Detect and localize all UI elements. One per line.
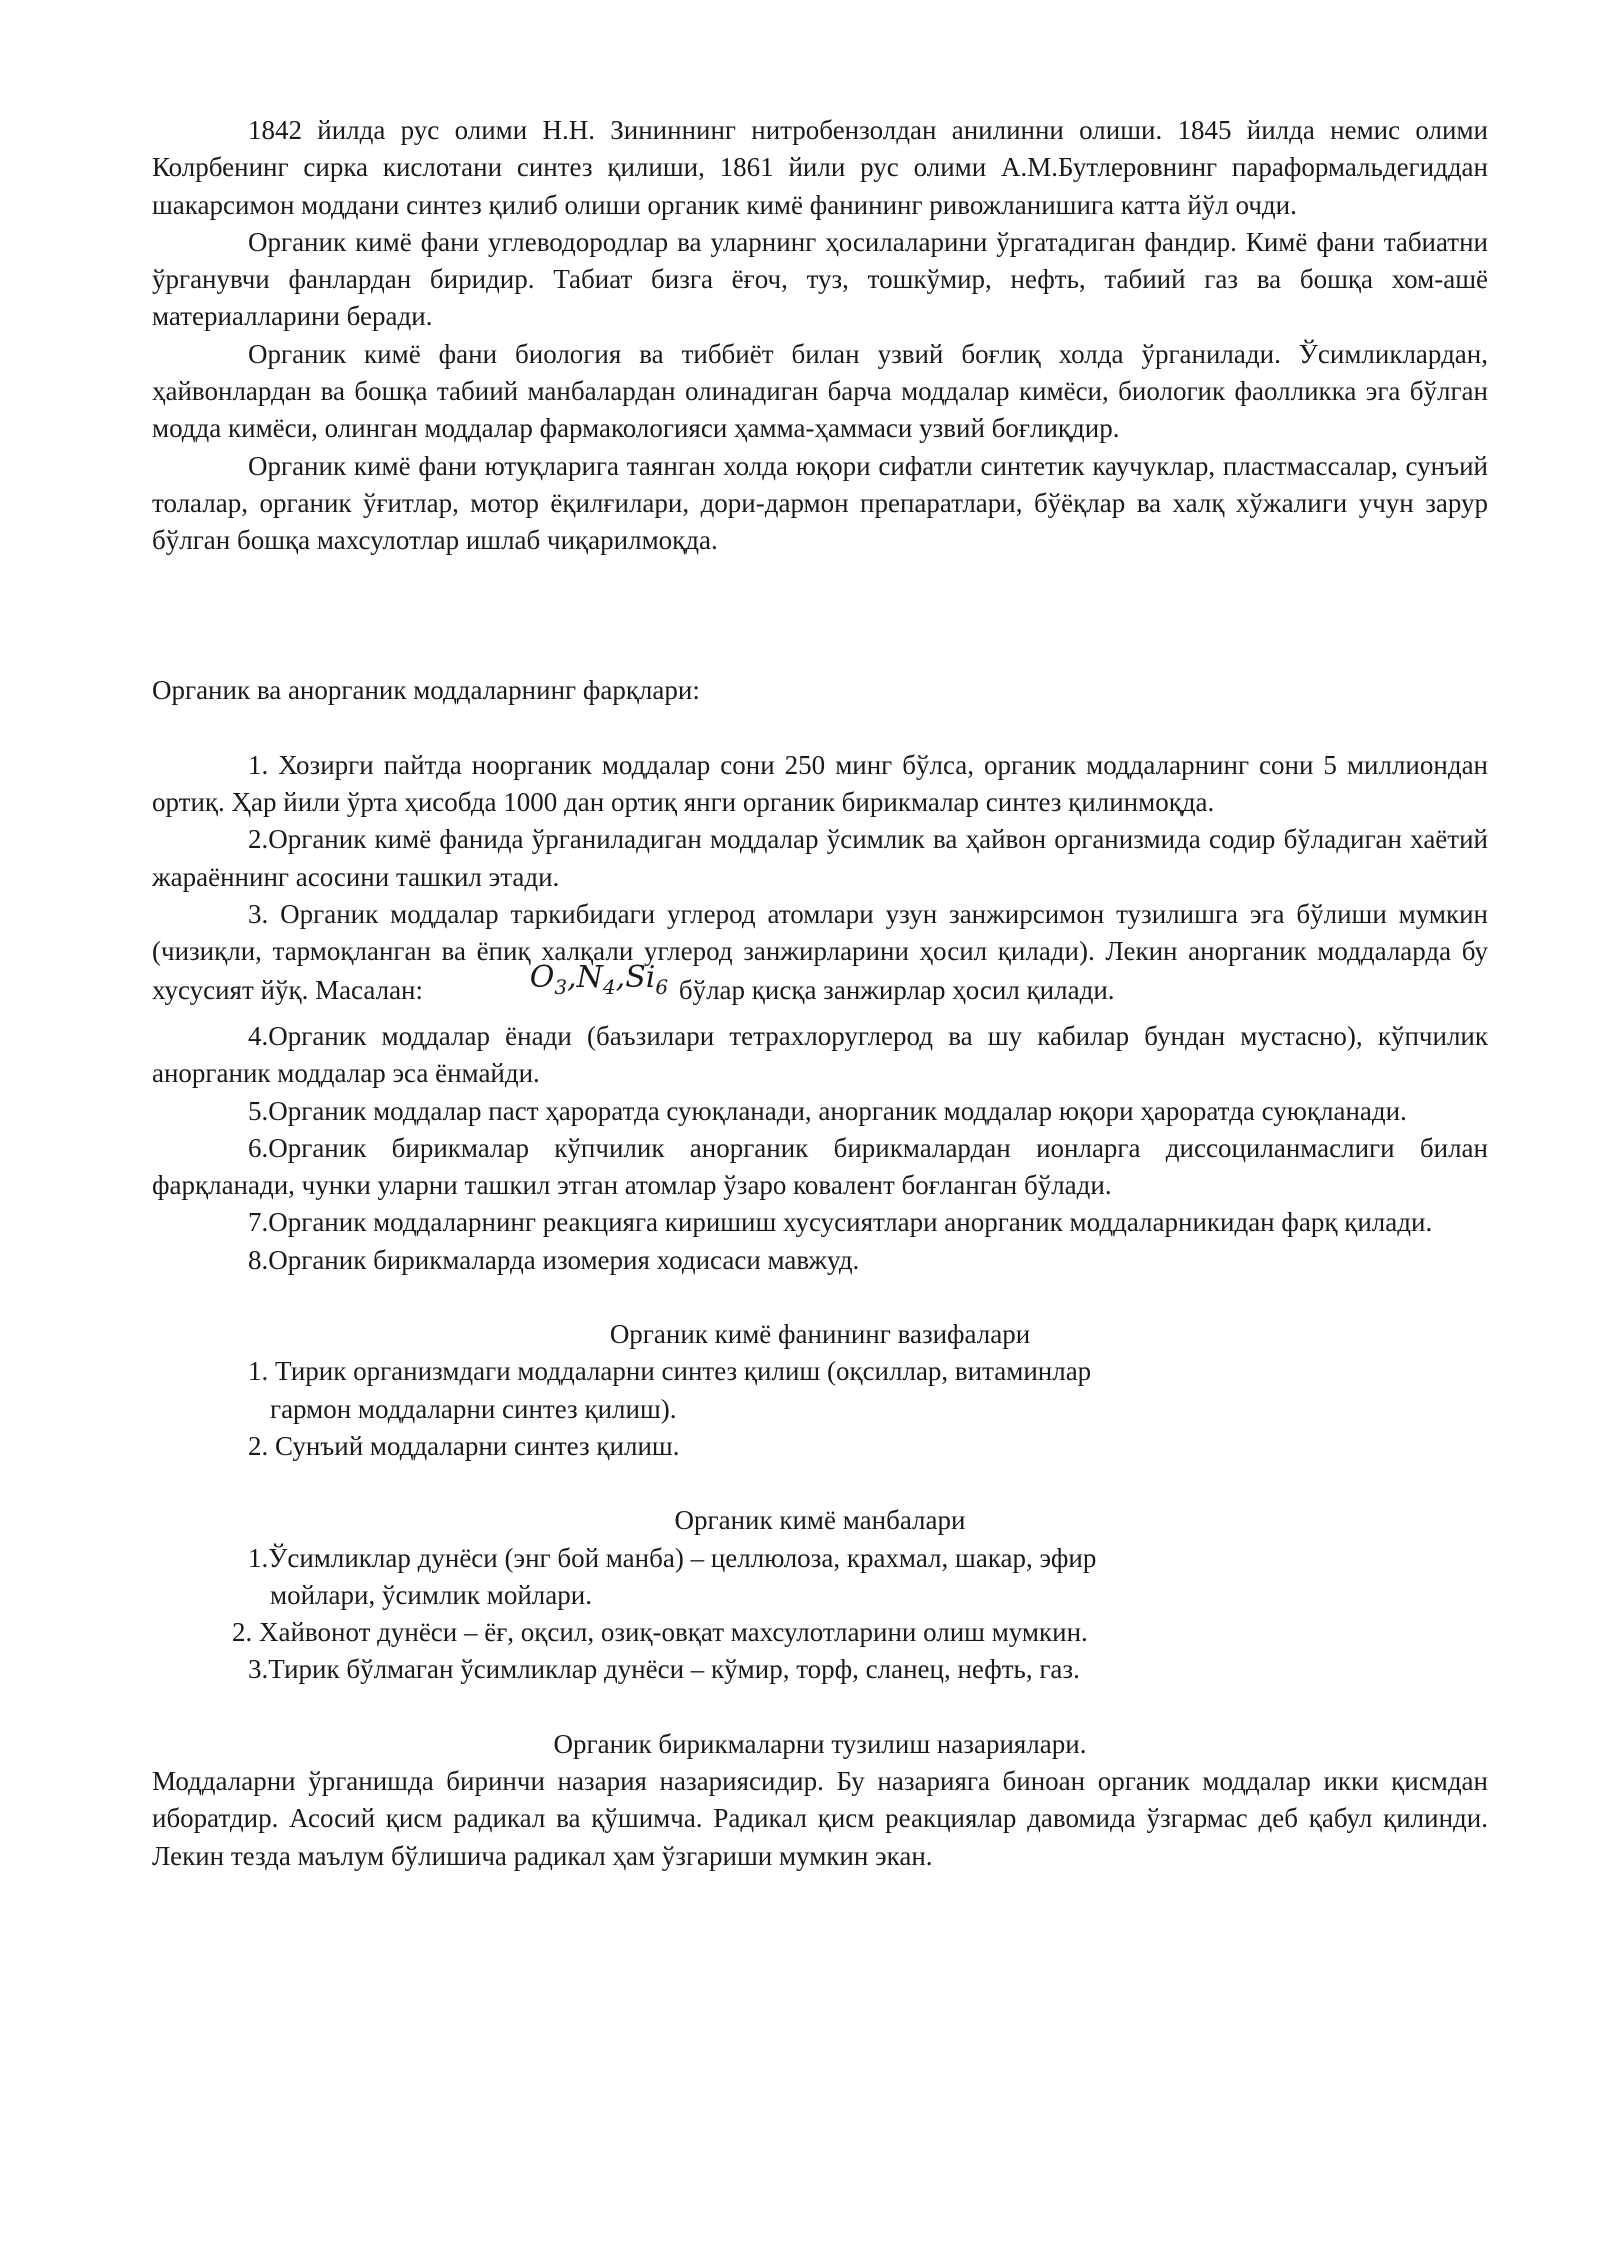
difference-item-1: 1. Хозирги пайтда ноорганик моддалар сони 250 минг бўлса, органик моддаларнинг сони 5 миллиондан ортиқ. Ҳар йили ўрта ҳисобда 1000 дан ортиқ янги органик бирикмалар синтез қилинмоқда. <box>152 749 1488 818</box>
difference-item-4: 4.Органик моддалар ёнади (баъзилари тетрахлоруглерод ва шу кабилар бундан мустасно), кўпчилик анорганик моддалар эса ёнмайди. <box>152 1020 1488 1089</box>
theories-paragraph: Моддаларни ўрганишда биринчи назария назариясидир. Бу назарияга биноан органик моддалар икки қисмдан иборатдир. Асосий қисм радикал ва қўшимча. Радикал қисм реакциялар давомида ўзгармас деб қабул қилинди. Лекин тезда маълум бўлишича радикал ҳам ўзгариши мумкин экан. <box>152 1765 1488 1871</box>
task-item-1-line-1: 1. Тирик организмдаги моддаларни синтез қилиш (оқсиллар, витаминлар <box>248 1356 1092 1387</box>
intro-paragraph-3: Органик кимё фани биология ва тиббиёт билан узвий боғлиқ холда ўрганилади. Ўсимликлардан, ҳайвонлардан ва бошқа табиий манбалардан олинадиган барча моддалар кимёси, биологик фаолликка эга бўлган модда кимёси, олинган моддалар фармакологияси ҳамма-ҳаммаси узвий боғлиқдир. <box>152 338 1488 444</box>
theories-heading: Органик бирикмаларни тузилиш назариялари. <box>553 1728 1087 1759</box>
sources-heading: Органик кимё манбалари <box>674 1505 966 1536</box>
difference-item-7: 7.Органик моддаларнинг реакцияга киришиш хусусиятлари анорганик моддаларникидан фарқ қилади. <box>248 1207 1433 1238</box>
spacer <box>152 560 1488 672</box>
source-item-1-line-2: мойлари, ўсимлик мойлари. <box>270 1579 592 1610</box>
spacer <box>152 709 1488 747</box>
difference-item-3-text-before: 3. Органик моддалар таркибидаги углерод атомлари узун занжирсимон тузилишга эга бўлиши мумкин (чизиқли, тармоқланган ва ёпиқ халқали углерод занжирларини ҳосил қилади). Лекин анорганик моддаларда бу хусусият йўқ. Масалан: <box>152 899 1488 1005</box>
task-item-1-line-2: гармон моддаларни синтез қилиш). <box>270 1393 677 1424</box>
spacer <box>152 1465 1488 1502</box>
task-item-2: 2. Сунъий моддаларни синтез қилиш. <box>248 1430 680 1461</box>
difference-item-3 <box>152 896 1488 1018</box>
document-page <box>152 112 1488 1875</box>
tasks-heading: Органик кимё фанининг вазифалари <box>609 1319 1031 1350</box>
spacer <box>152 1279 1488 1316</box>
difference-item-5: 5.Органик моддалар паст ҳароратда суюқланади, анорганик моддалар юқори ҳароратда суюқланади. <box>248 1095 1407 1126</box>
difference-item-8: 8.Органик бирикмаларда изомерия ходисаси мавжуд. <box>248 1244 860 1275</box>
differences-heading: Органик ва анорганик моддаларнинг фарқлари: <box>152 674 700 705</box>
difference-item-6: 6.Органик бирикмалар кўпчилик анорганик бирикмалардан ионларга диссоциланмаслиги билан фарқланади, чунки уларни ташкил этган атомлар ўзаро ковалент боғланган бўлади. <box>152 1132 1488 1201</box>
intro-paragraph-4: Органик кимё фани ютуқларига таянган холда юқори сифатли синтетик каучуклар, пластмассалар, сунъий толалар, органик ўғитлар, мотор ёқилғилари, дори-дармон препаратлари, бўёқлар ва халқ хўжалиги учун зарур бўлган бошқа махсулотлар ишлаб чиқарилмоқда. <box>152 450 1488 556</box>
spacer <box>152 1689 1488 1726</box>
difference-item-3-text-after: бўлар қисқа занжирлар ҳосил қилади. <box>678 974 1115 1005</box>
source-item-2: 2. Хайвонот дунёси – ёғ, оқсил, озиқ-овқат махсулотларини олиш мумкин. <box>232 1617 1088 1648</box>
source-item-1-line-1: 1.Ўсимликлар дунёси (энг бой манба) – целлюлоза, крахмал, шакар, эфир <box>248 1542 1097 1573</box>
difference-item-2: 2.Органик кимё фанида ўрганиладиган моддалар ўсимлик ва ҳайвон организмида содир бўладиган хаётий жараённинг асосини ташкил этади. <box>152 824 1488 892</box>
intro-paragraph-1: 1842 йилда рус олими Н.Н. Зининнинг нитробензолдан анилинни олиши. 1845 йилда немис олими Колрбенинг сирка кислотани синтез қилиши, 1861 йили рус олими А.М.Бутлеровнинг параформальдегиддан шакарсимон моддани синтез қилиб олиши органик кимё фанининг ривожланишига катта йўл очди. <box>152 115 1488 220</box>
intro-paragraph-2: Органик кимё фани углеводородлар ва уларнинг ҳосилаларини ўргатадиган фандир. Кимё фани табиатни ўрганувчи фанлардан биридир. Табиат бизга ёғоч, туз, тошкўмир, нефть, табиий газ ва бошқа хом-ашё материалларини беради. <box>152 226 1488 332</box>
source-item-3: 3.Тирик бўлмаган ўсимликлар дунёси – кўмир, торф, сланец, нефть, газ. <box>248 1654 1080 1685</box>
chemical-formula: $O_3,N_4,Si_6$ <box>529 959 669 999</box>
